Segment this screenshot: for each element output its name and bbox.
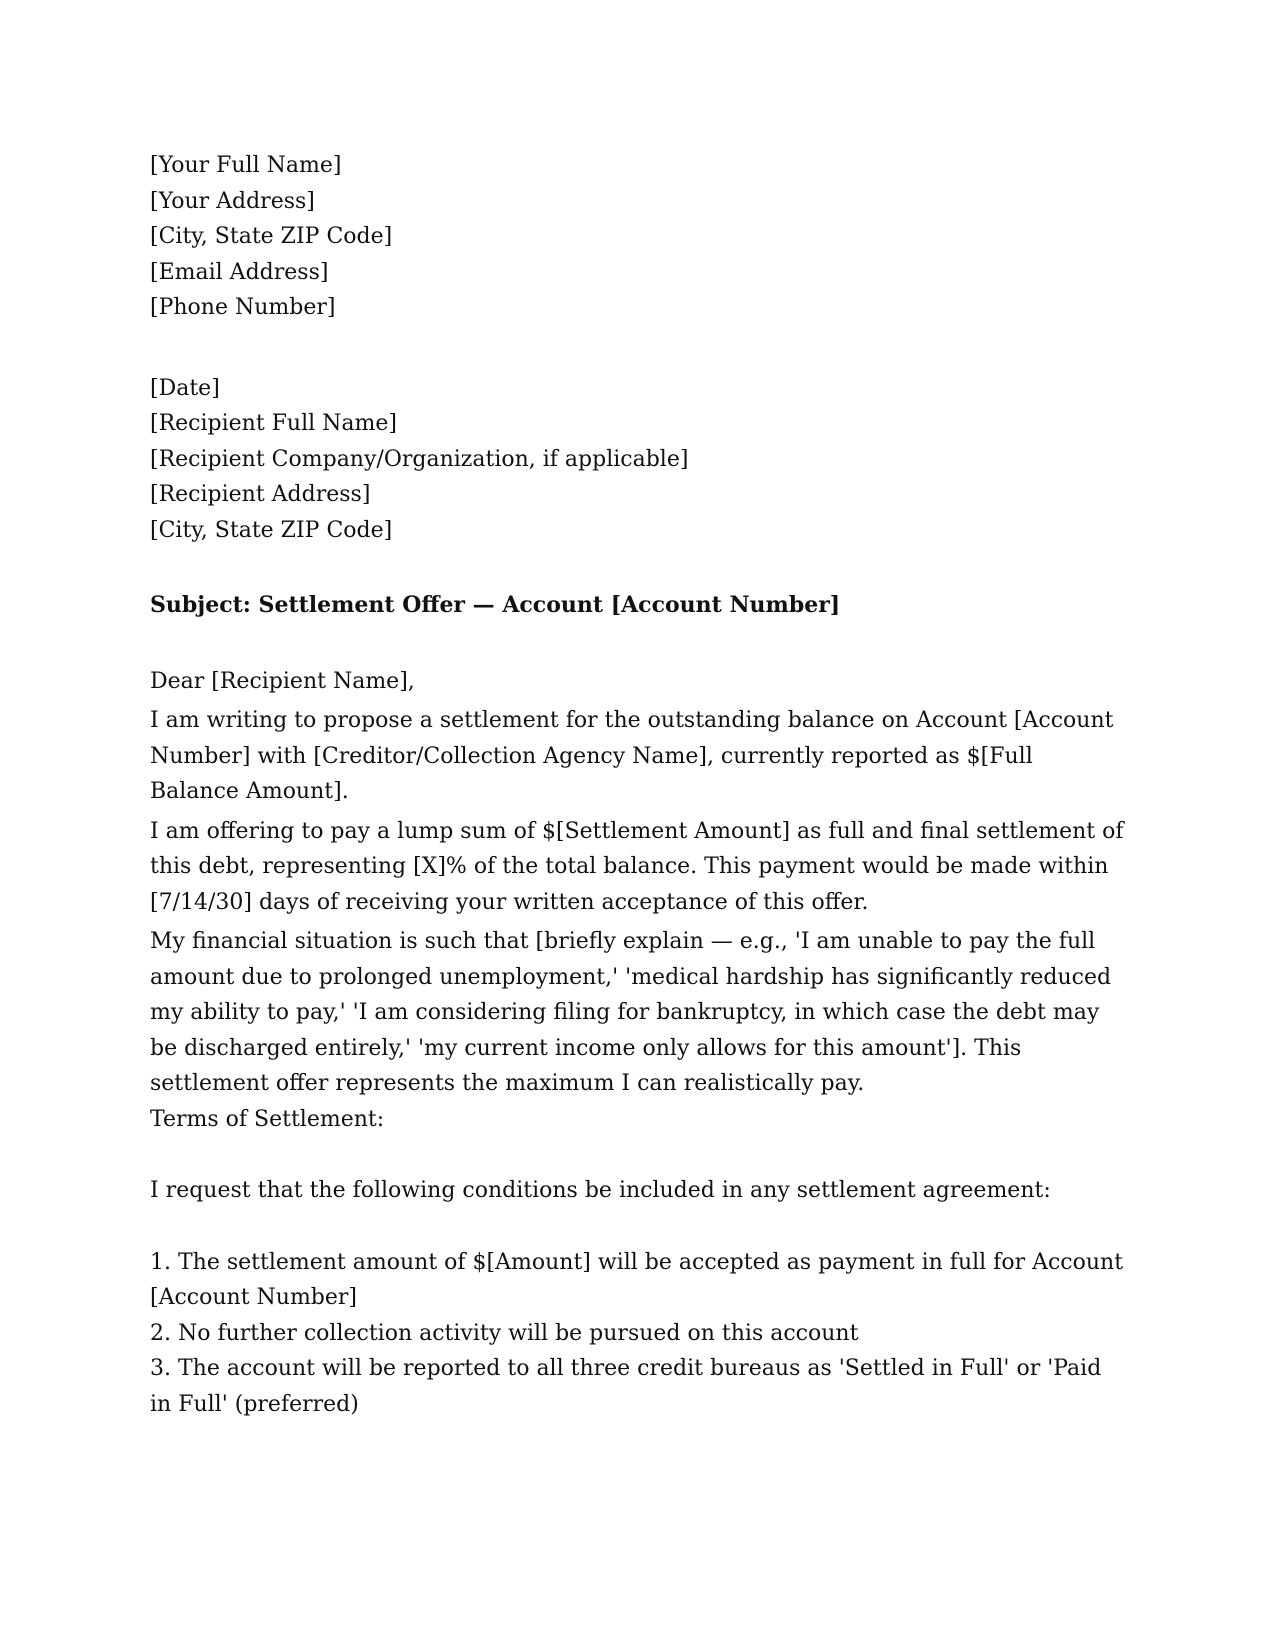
recipient-company: [Recipient Company/Organization, if applicable] xyxy=(150,446,689,472)
body-paragraph-2: I am offering to pay a lump sum of $[Settlement Amount] as full and final settlement of this debt, representing [X]% of the total balance. This payment would be made within [7/14/30] days of receiving your written acceptance of this offer. xyxy=(150,818,1124,915)
spacer xyxy=(150,548,1125,588)
terms-heading: Terms of Settlement: xyxy=(150,1106,385,1132)
letter-date: [Date] xyxy=(150,375,220,401)
sender-address: [Your Address] xyxy=(150,188,315,214)
sender-city-state-zip: [City, State ZIP Code] xyxy=(150,224,393,249)
body-paragraph-1: I am writing to propose a settlement for the outstanding balance on Account [Account Number] with [Creditor/Collection Agency Name], currently reported as $[Full Balance Amount]. xyxy=(150,708,1114,804)
terms-item-2: 2. No further collection activity will be pursued on this account xyxy=(150,1320,859,1346)
sender-block xyxy=(150,148,1125,326)
recipient-block xyxy=(150,371,1125,549)
letter-page xyxy=(150,148,1125,1422)
recipient-city-state-zip: [City, State ZIP Code] xyxy=(150,517,393,543)
terms-intro: I request that the following conditions be included in any settlement agreement: xyxy=(150,1178,1051,1203)
terms-item-3: 3. The account will be reported to all three credit bureaus as 'Settled in Full' or 'Paid in Full' (preferred) xyxy=(150,1356,1102,1417)
terms-list xyxy=(150,1245,1125,1423)
letter-subject: Subject: Settlement Offer — Account [Account Number] xyxy=(150,592,841,618)
spacer xyxy=(150,1209,1125,1245)
recipient-full-name: [Recipient Full Name] xyxy=(150,411,397,436)
sender-email: [Email Address] xyxy=(150,259,329,285)
recipient-address: [Recipient Address] xyxy=(150,482,371,507)
sender-phone: [Phone Number] xyxy=(150,295,336,320)
spacer xyxy=(150,326,1125,371)
spacer xyxy=(150,624,1125,664)
sender-full-name: [Your Full Name] xyxy=(150,153,342,178)
terms-item-1: 1. The settlement amount of $[Amount] will be accepted as payment in full for Account [Account Number] xyxy=(150,1249,1124,1310)
body-paragraph-3: My financial situation is such that [briefly explain — e.g., 'I am unable to pay the full amount due to prolonged unemployment,' 'medical hardship has significantly reduced my ability to pay,' 'I am considering filing for bankruptcy, in which case the debt may be discharged entirely,' 'my current income only allows for this amount']. This settlement offer represents the maximum I can realistically pay. xyxy=(150,929,1112,1096)
salutation: Dear [Recipient Name], xyxy=(150,668,415,694)
spacer xyxy=(150,1137,1125,1173)
